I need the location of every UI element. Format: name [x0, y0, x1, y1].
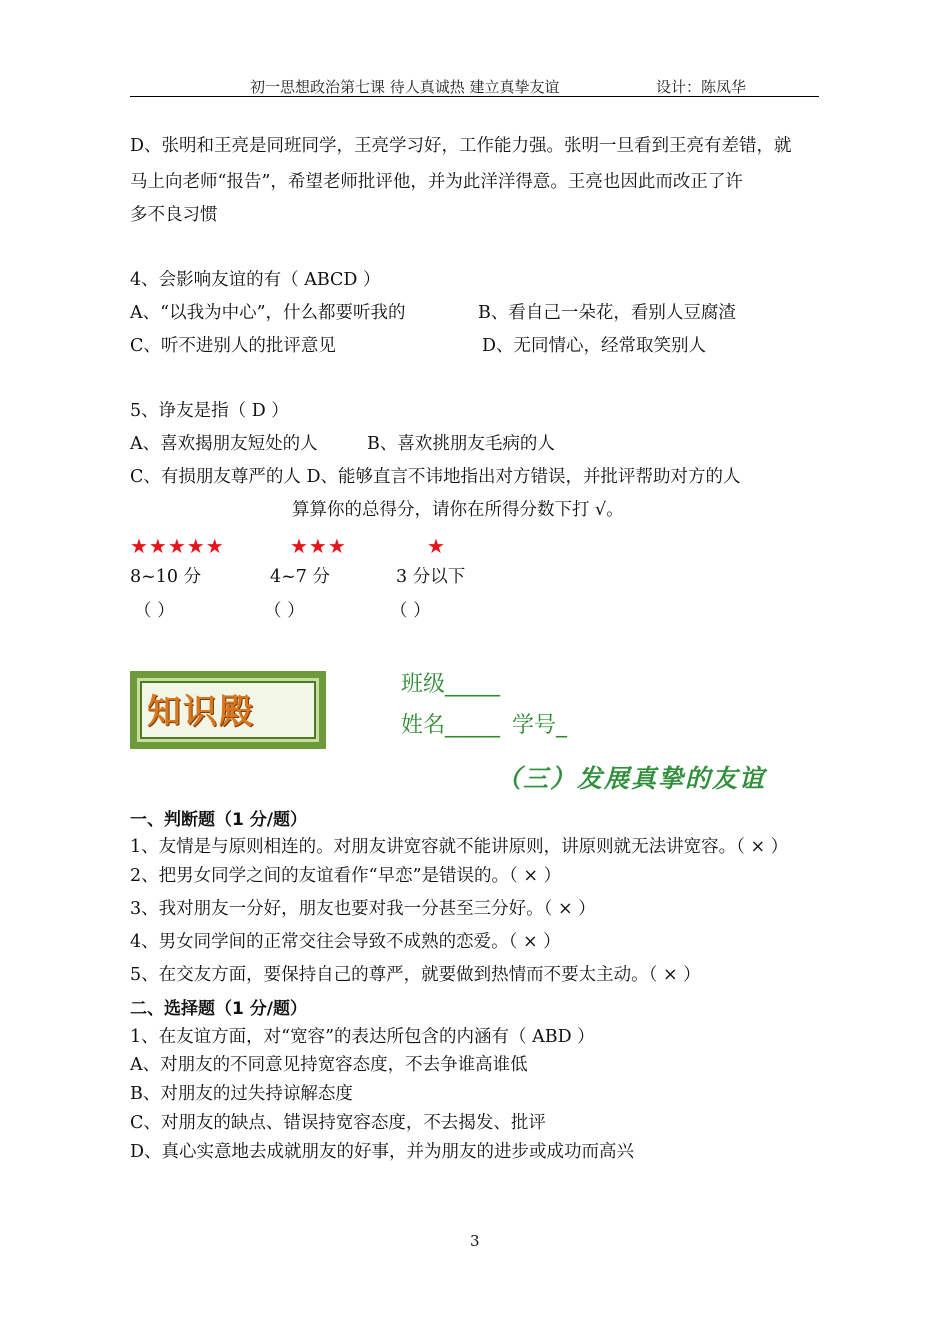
- question-4-option-d: D、无同情心，经常取笑别人: [482, 336, 707, 356]
- name-field[interactable]: 姓名_____: [401, 713, 501, 738]
- knowledge-hall-badge: [130, 671, 326, 749]
- one-star-icon: ★: [427, 534, 446, 558]
- judgement-item: 5、在交友方面，要保持自己的尊严，就要做到热情而不要太主动。（ × ）: [130, 965, 701, 985]
- three-stars-icon: ★★★: [290, 534, 347, 558]
- question-4-option-a: A、“以我为中心”，什么都要听我的: [130, 303, 406, 323]
- score-checkbox-low[interactable]: （ ）: [390, 601, 431, 621]
- judgement-item: 1、友情是与原则相连的。对朋友讲宽容就不能讲原则，讲原则就无法讲宽容。（ × ）: [130, 837, 789, 857]
- class-field[interactable]: 班级_____: [401, 672, 501, 697]
- choice-option: D、真心实意地去成就朋友的好事，并为朋友的进步或成功而高兴: [130, 1142, 635, 1162]
- choice-question-stem: 1、在友谊方面，对“宽容”的表达所包含的内涵有（ ABD ）: [130, 1027, 595, 1047]
- question-4-stem: 4、会影响友谊的有（ ABCD ）: [130, 270, 381, 290]
- page-number: 3: [470, 1232, 480, 1250]
- question-5-stem: 5、诤友是指（ D ）: [130, 401, 289, 421]
- question-5-option-b: B、喜欢挑朋友毛病的人: [367, 434, 555, 454]
- part-1-heading: 一、判断题（1 分/题）: [130, 810, 307, 830]
- judgement-item: 4、男女同学间的正常交往会导致不成熟的恋爱。（ × ）: [130, 932, 561, 952]
- score-checkbox-high[interactable]: （ ）: [134, 601, 175, 621]
- score-level-mid: 4~7 分: [270, 567, 330, 587]
- score-checkbox-mid[interactable]: （ ）: [264, 601, 305, 621]
- question-4-option-b: B、看自己一朵花，看别人豆腐渣: [478, 303, 736, 323]
- judgement-item: 3、我对朋友一分好，朋友也要对我一分甚至三分好。（ × ）: [130, 899, 596, 919]
- paragraph-line: D、张明和王亮是同班同学，王亮学习好，工作能力强。张明一旦看到王亮有差错，就: [130, 136, 792, 156]
- choice-option: C、对朋友的缺点、错误持宽容态度，不去揭发、批评: [130, 1113, 546, 1133]
- header-designer: 设计：陈凤华: [656, 78, 747, 96]
- question-5-option-a: A、喜欢揭朋友短处的人: [130, 434, 318, 454]
- badge-text: 知识殿: [147, 692, 255, 732]
- judgement-item: 2、把男女同学之间的友谊看作“早恋”是错误的。（ × ）: [130, 866, 562, 886]
- score-level-high: 8~10 分: [130, 567, 202, 587]
- question-5-option-cd: C、有损朋友尊严的人 D、能够直言不讳地指出对方错误，并批评帮助对方的人: [130, 467, 741, 487]
- header-title: 初一思想政治第七课 待人真诚热 建立真挚友谊: [250, 78, 560, 96]
- student-number-field[interactable]: 学号_: [512, 713, 568, 738]
- section-title: （三）发展真挚的友谊: [496, 764, 767, 793]
- paragraph-line: 多不良习惯: [130, 205, 218, 225]
- score-prompt: 算算你的总得分，请你在所得分数下打 √。: [292, 500, 624, 520]
- question-4-option-c: C、听不进别人的批评意见: [130, 336, 336, 356]
- paragraph-line: 马上向老师“报告”，希望老师批评他，并为此洋洋得意。王亮也因此而改正了许: [130, 172, 743, 192]
- choice-option: A、对朋友的不同意见持宽容态度，不去争谁高谁低: [130, 1055, 528, 1075]
- page-header: [130, 76, 819, 97]
- five-stars-icon: ★★★★★: [130, 534, 225, 558]
- choice-option: B、对朋友的过失持谅解态度: [130, 1084, 353, 1104]
- score-level-low: 3 分以下: [396, 567, 466, 587]
- part-2-heading: 二、选择题（1 分/题）: [130, 999, 307, 1019]
